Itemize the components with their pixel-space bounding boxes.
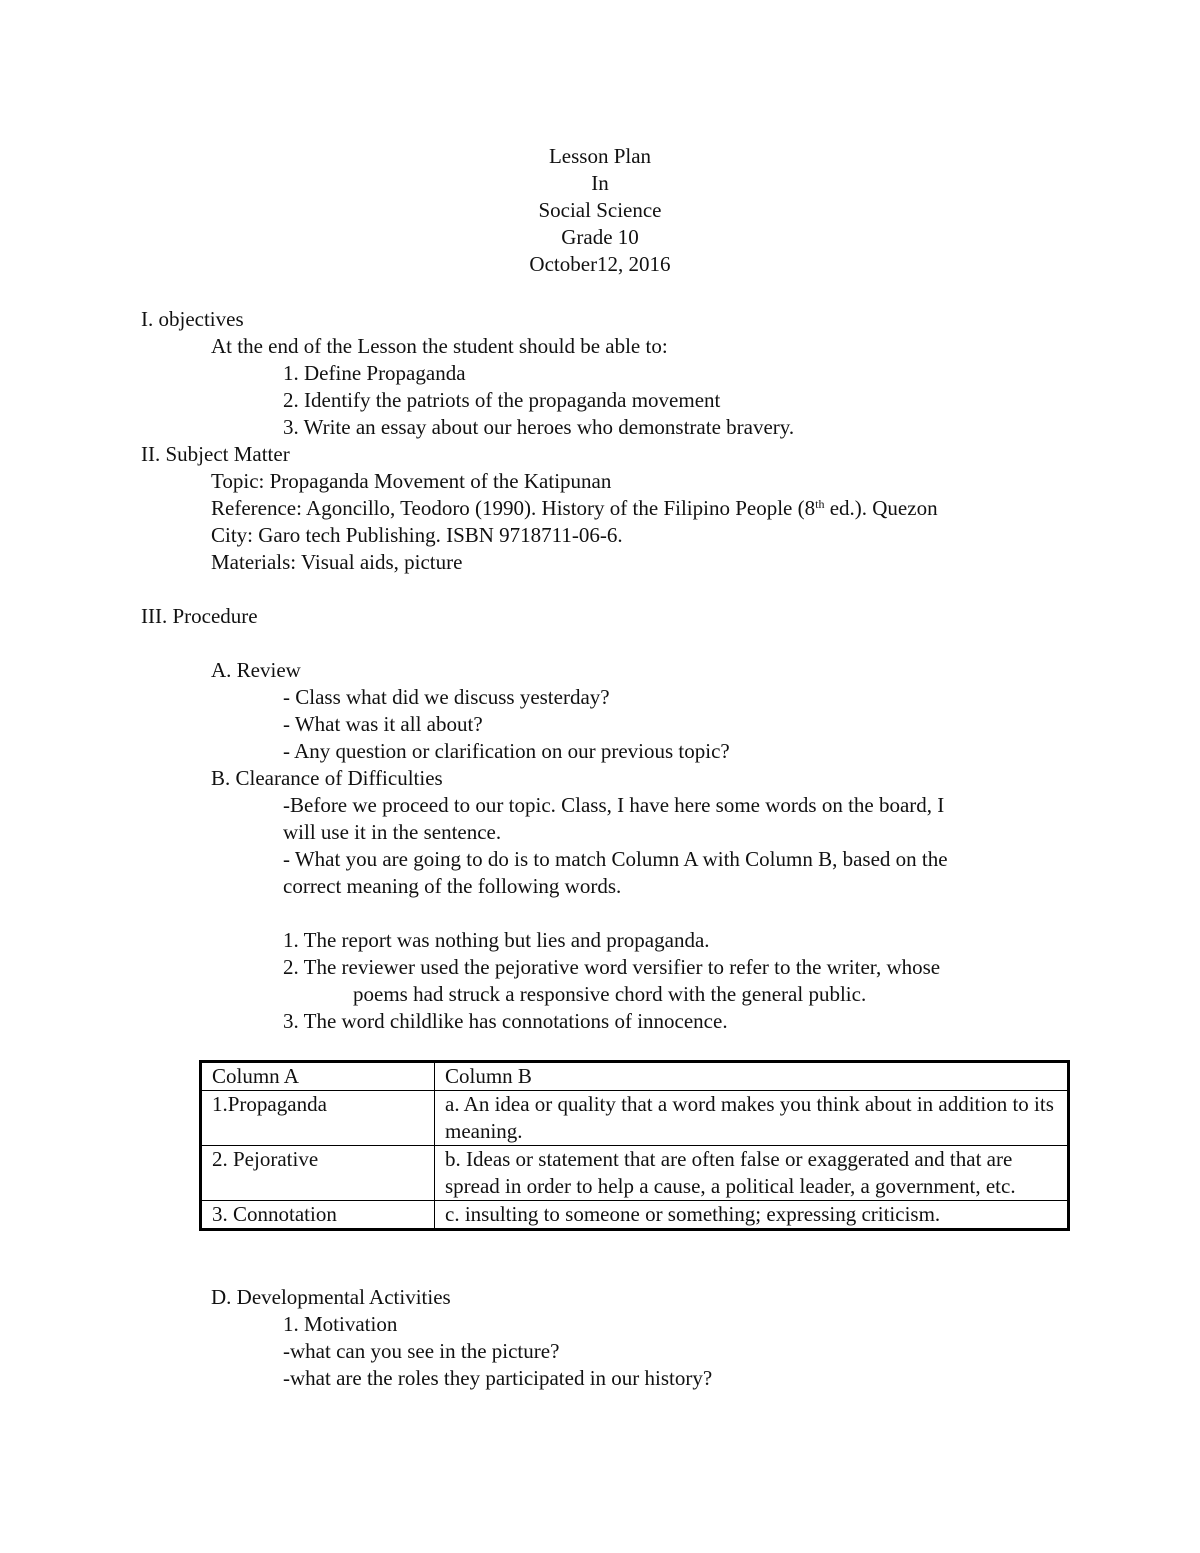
objective-item: 1. Define Propaganda xyxy=(283,361,466,385)
motivation-item: 1. Motivation xyxy=(283,1312,398,1336)
title-line-4: Grade 10 xyxy=(561,225,639,249)
table-row xyxy=(201,1146,1069,1201)
example-sentence-cont: poems had struck a responsive chord with the general public. xyxy=(353,982,867,1006)
example-sentence: 3. The word childlike has connotations of innocence. xyxy=(283,1009,728,1033)
materials-line: Materials: Visual aids, picture xyxy=(211,550,463,574)
procedure-heading: III. Procedure xyxy=(141,604,258,628)
term-cell: 3. Connotation xyxy=(201,1201,435,1230)
review-item: - What was it all about? xyxy=(283,712,483,736)
clearance-paragraph-2-cont: correct meaning of the following words. xyxy=(283,874,622,898)
title-line-1: Lesson Plan xyxy=(548,144,652,168)
example-sentence: 2. The reviewer used the pejorative word versifier to refer to the writer, whose xyxy=(283,955,941,979)
objectives-heading: I. objectives xyxy=(141,307,244,331)
matching-table xyxy=(199,1060,1070,1231)
example-sentence: 1. The report was nothing but lies and propaganda. xyxy=(283,928,710,952)
reference-line xyxy=(211,495,938,522)
objective-item: 2. Identify the patriots of the propaganda movement xyxy=(283,388,721,412)
objectives-intro: At the end of the Lesson the student should be able to: xyxy=(211,334,668,358)
developmental-heading: D. Developmental Activities xyxy=(211,1285,451,1309)
clearance-paragraph-1: -Before we proceed to our topic. Class, I have here some words on the board, I xyxy=(283,793,945,817)
title-line-3: Social Science xyxy=(538,198,662,222)
table-row xyxy=(201,1091,1069,1146)
motivation-question: -what are the roles they participated in our history? xyxy=(283,1366,713,1390)
definition-cell: a. An idea or quality that a word makes you think about in addition to its meaning. xyxy=(435,1091,1069,1146)
review-item: - Any question or clarification on our previous topic? xyxy=(283,739,730,763)
term-cell: 2. Pejorative xyxy=(201,1146,435,1201)
reference-line-2: City: Garo tech Publishing. ISBN 9718711-06-6. xyxy=(211,523,623,547)
objective-item: 3. Write an essay about our heroes who demonstrate bravery. xyxy=(283,415,795,439)
subject-matter-heading: II. Subject Matter xyxy=(141,442,290,466)
term-cell: 1.Propaganda xyxy=(201,1091,435,1146)
table-header-row xyxy=(201,1062,1069,1091)
topic-line: Topic: Propaganda Movement of the Katipunan xyxy=(211,469,612,493)
motivation-question: -what can you see in the picture? xyxy=(283,1339,560,1363)
column-a-header: Column A xyxy=(201,1062,435,1091)
table-row xyxy=(201,1201,1069,1230)
definition-cell: b. Ideas or statement that are often false or exaggerated and that are spread in order to help a cause, a political leader, a government, etc. xyxy=(435,1146,1069,1201)
reference-superscript: th xyxy=(815,497,825,511)
column-b-header: Column B xyxy=(435,1062,1069,1091)
clearance-heading: B. Clearance of Difficulties xyxy=(211,766,443,790)
review-item: - Class what did we discuss yesterday? xyxy=(283,685,610,709)
definition-cell: c. insulting to someone or something; expressing criticism. xyxy=(435,1201,1069,1230)
title-line-2: In xyxy=(591,171,609,195)
review-heading: A. Review xyxy=(211,658,301,682)
title-date: October12, 2016 xyxy=(529,252,671,276)
reference-text-a: Reference: Agoncillo, Teodoro (1990). History of the Filipino People (8 xyxy=(211,496,816,520)
clearance-paragraph-1-cont: will use it in the sentence. xyxy=(283,820,502,844)
reference-text-b: ed.). Quezon xyxy=(824,496,938,520)
clearance-paragraph-2: - What you are going to do is to match Column A with Column B, based on the xyxy=(283,847,948,871)
